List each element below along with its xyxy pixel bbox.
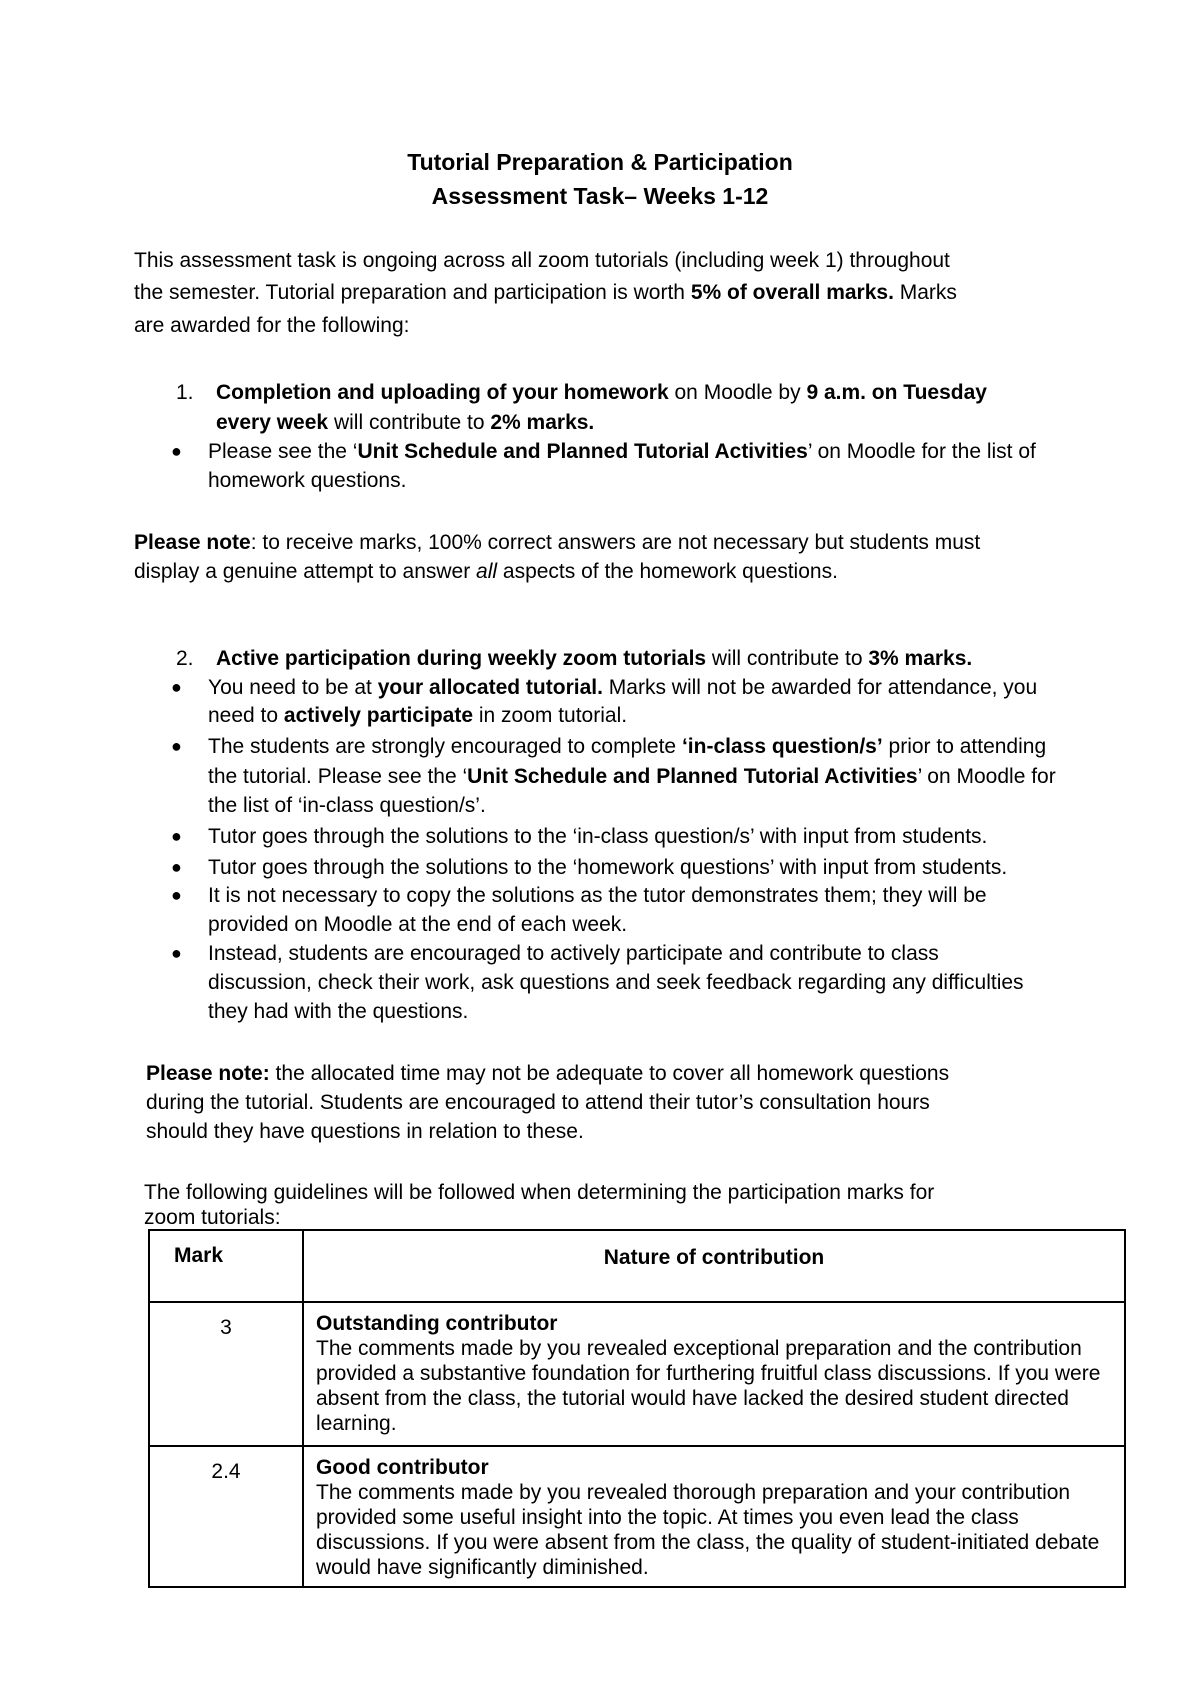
table-header-row — [149, 1230, 1125, 1302]
item-2-bullet-2-line-2: the tutorial. Please see the ‘Unit Schedule and Planned Tutorial Activities’ on Moodle for — [208, 765, 1056, 788]
item-2-bullet-6-line-3: they had with the questions. — [208, 1000, 469, 1023]
item-2-bullet-1-line-2: need to actively participate in zoom tutorial. — [208, 704, 628, 727]
intro-line-2: the semester. Tutorial preparation and participation is worth 5% of overall marks. Marks — [134, 281, 957, 304]
title-line-1: Tutorial Preparation & Participation — [407, 149, 793, 175]
row-mark: 3 — [149, 1302, 303, 1446]
bullet-icon: ● — [171, 441, 182, 461]
bullet-icon: ● — [171, 736, 182, 756]
item-2-line-1: Active participation during weekly zoom tutorials will contribute to 3% marks. — [216, 647, 973, 670]
item-2-bullet-6-line-1: Instead, students are encouraged to actively participate and contribute to class — [208, 942, 939, 965]
item-2-bullet-2-line-3: the list of ‘in-class question/s’. — [208, 794, 486, 817]
note-2-line-3: should they have questions in relation to these. — [146, 1120, 584, 1143]
table-header-nature: Nature of contribution — [303, 1230, 1125, 1302]
table-row — [149, 1302, 1125, 1446]
item-2-number: 2. — [176, 647, 194, 670]
item-1-line-2: every week will contribute to 2% marks. — [216, 411, 595, 434]
item-2-bullet-2-line-1: The students are strongly encouraged to complete ‘in-class question/s’ prior to attending — [208, 735, 1047, 758]
item-2-bullet-3: Tutor goes through the solutions to the ‘in-class question/s’ with input from students. — [208, 825, 988, 848]
item-2-bullet-4: Tutor goes through the solutions to the ‘homework questions’ with input from students. — [208, 856, 1008, 879]
bullet-icon: ● — [171, 885, 182, 905]
item-1-bullet-line-1: Please see the ‘Unit Schedule and Planned Tutorial Activities’ on Moodle for the list of — [208, 440, 1036, 463]
bullet-icon: ● — [171, 857, 182, 877]
table-header-mark: Mark — [149, 1230, 303, 1302]
intro-line-3: are awarded for the following: — [134, 314, 410, 337]
row-text: The comments made by you revealed thorough preparation and your contribution provided some useful insight into the topic. At times you even lead the class discussions. If you were absent from the class, the quality of student-initiated debate would have significantly diminished. — [316, 1481, 1100, 1579]
table-row — [149, 1446, 1125, 1587]
title-line-2: Assessment Task– Weeks 1-12 — [431, 183, 769, 209]
note-1-line-2: display a genuine attempt to answer all aspects of the homework questions. — [134, 560, 838, 583]
row-text: The comments made by you revealed exceptional preparation and the contribution provided a substantive foundation for furthering fruitful class discussions. If you were absent from the class, the tutorial would have lacked the desired student directed learning. — [316, 1337, 1101, 1435]
item-2-bullet-6-line-2: discussion, check their work, ask questions and seek feedback regarding any difficulties — [208, 971, 1024, 994]
intro-line-1: This assessment task is ongoing across all zoom tutorials (including week 1) throughout — [134, 249, 950, 272]
row-mark: 2.4 — [149, 1446, 303, 1587]
participation-marks-table — [148, 1229, 1126, 1588]
row-description — [303, 1446, 1125, 1587]
note-1-line-1: Please note: to receive marks, 100% correct answers are not necessary but students must — [134, 531, 981, 554]
note-2-line-1: Please note: the allocated time may not be adequate to cover all homework questions — [146, 1062, 950, 1085]
item-1-line-1: Completion and uploading of your homework on Moodle by 9 a.m. on Tuesday — [216, 381, 987, 404]
bullet-icon: ● — [171, 943, 182, 963]
note-2-line-2: during the tutorial. Students are encouraged to attend their tutor’s consultation hours — [146, 1091, 930, 1114]
item-1-bullet-line-2: homework questions. — [208, 469, 407, 492]
bullet-icon: ● — [171, 826, 182, 846]
row-description — [303, 1302, 1125, 1446]
row-title: Good contributor — [316, 1456, 489, 1479]
guidelines-line-2: zoom tutorials: — [144, 1206, 281, 1229]
guidelines-line-1: The following guidelines will be followed when determining the participation marks for — [144, 1181, 935, 1204]
bullet-icon: ● — [171, 677, 182, 697]
item-2-bullet-5-line-1: It is not necessary to copy the solutions as the tutor demonstrates them; they will be — [208, 884, 987, 907]
item-1-number: 1. — [176, 381, 194, 404]
row-title: Outstanding contributor — [316, 1312, 558, 1335]
item-2-bullet-1-line-1: You need to be at your allocated tutorial. Marks will not be awarded for attendance, you — [208, 676, 1038, 699]
item-2-bullet-5-line-2: provided on Moodle at the end of each week. — [208, 913, 628, 936]
